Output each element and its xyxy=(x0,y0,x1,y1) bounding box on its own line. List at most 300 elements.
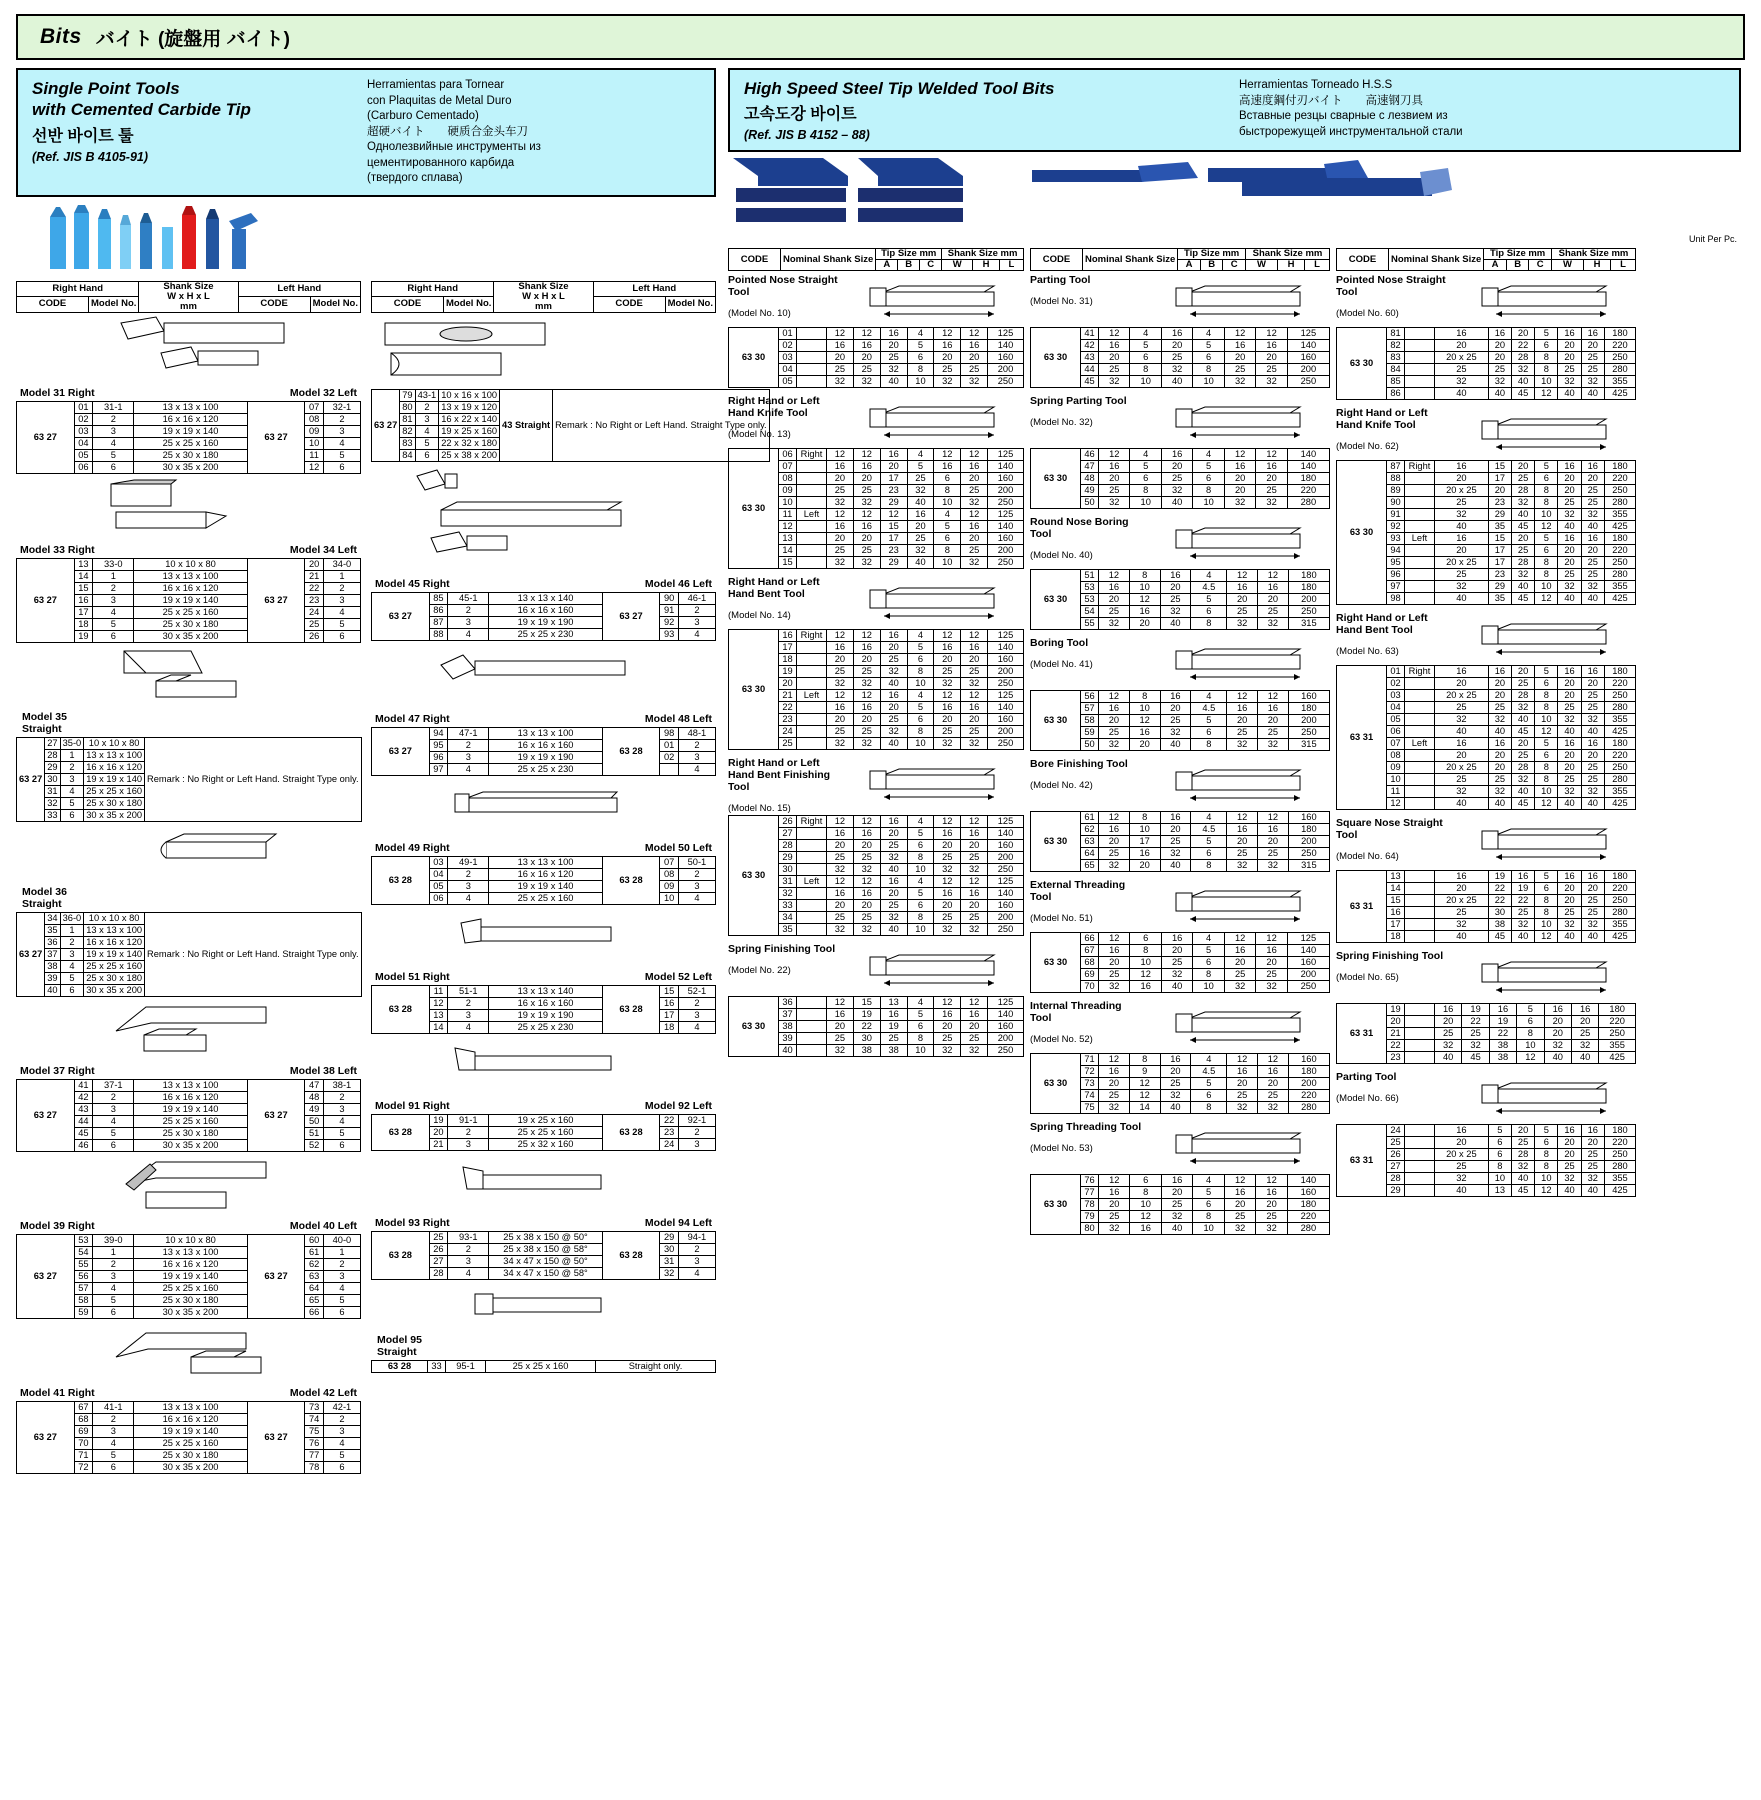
tip-b: 40 xyxy=(1511,376,1534,388)
col-shank-size: Shank Size W x H x L mm xyxy=(139,281,238,312)
hand-cell xyxy=(1405,690,1435,702)
code-suffix: 09 xyxy=(1387,762,1405,774)
tool-model-no: (Model No. 13) xyxy=(728,429,791,441)
right-heading-en: High Speed Steel Tip Welded Tool Bits xyxy=(744,79,1055,98)
col-code-r: CODE xyxy=(17,297,89,312)
tip-b: 25 xyxy=(1161,352,1192,364)
tip-c: 20 xyxy=(907,521,934,533)
shank-l: 250 xyxy=(988,557,1024,569)
shank-l: 140 xyxy=(988,521,1024,533)
shank-w: 32 xyxy=(1558,1173,1581,1185)
caption-93-94: Model 93 Right Model 94 Left xyxy=(375,1216,712,1229)
tip-c: 5 xyxy=(907,888,934,900)
table-model-51-52 xyxy=(371,985,716,1034)
hss-table xyxy=(728,815,1024,936)
hand-cell xyxy=(797,840,827,852)
tip-c: 4 xyxy=(1191,570,1227,582)
shank-w: 20 xyxy=(1227,715,1258,727)
code-suffix: 31 xyxy=(779,876,797,888)
tip-c: 8 xyxy=(907,1033,934,1045)
tool-figure xyxy=(844,274,1024,326)
tip-b: 20 xyxy=(1160,703,1191,715)
right-alt-2: Вставные резцы сварные с лезвием из xyxy=(1239,110,1448,123)
hss-block xyxy=(1030,755,1330,872)
hand-cell xyxy=(797,864,827,876)
col-l-2: L xyxy=(1305,260,1330,271)
tip-b: 25 xyxy=(1511,1137,1534,1149)
tool-name: Spring Finishing Tool xyxy=(1336,950,1444,963)
tip-b: 20 xyxy=(880,828,907,840)
block-model-91-92 xyxy=(371,1038,716,1151)
shank-w: 20 xyxy=(1544,1016,1571,1028)
nominal-cell: 12 xyxy=(1099,933,1130,945)
shank-h: 16 xyxy=(1256,1187,1287,1199)
left-heading-line1: Single Point Tools xyxy=(32,79,180,98)
tip-a: 29 xyxy=(1488,581,1511,593)
code-suffix: 30 xyxy=(779,864,797,876)
table-row xyxy=(1031,570,1330,582)
tip-b: 32 xyxy=(1511,1161,1534,1173)
nominal-cell: 16 xyxy=(1099,340,1130,352)
nominal-cell: 20 xyxy=(827,1021,854,1033)
nominal-cell: 20 xyxy=(827,900,854,912)
tip-c: 5 xyxy=(1517,1004,1544,1016)
shank-l: 180 xyxy=(1604,1125,1635,1137)
hss-c2-header xyxy=(1030,248,1330,271)
hand-cell xyxy=(1405,1185,1435,1197)
tip-c: 6 xyxy=(1193,1199,1224,1211)
nominal-cell: 20 xyxy=(1435,678,1489,690)
code-suffix: 33 xyxy=(779,900,797,912)
table-row xyxy=(1031,1054,1330,1066)
page-title-banner xyxy=(16,14,1745,60)
shank-h: 25 xyxy=(1258,848,1289,860)
code-suffix: 41 xyxy=(1081,328,1099,340)
tip-a: 20 xyxy=(853,533,880,545)
tip-c: 8 xyxy=(1517,1028,1544,1040)
col-h: H xyxy=(973,260,999,271)
table-model-31-32 xyxy=(16,401,361,474)
shank-w: 6 xyxy=(934,533,961,545)
nominal-cell: 20 xyxy=(1435,545,1489,557)
table-row: 83 5 22 x 32 x 180 xyxy=(372,437,770,449)
block-model-49-50 xyxy=(371,780,716,905)
tip-b: 16 xyxy=(880,1009,907,1021)
code-suffix: 13 xyxy=(1387,871,1405,883)
tip-a: 17 xyxy=(1488,473,1511,485)
tip-a: 30 xyxy=(853,1033,880,1045)
shank-l: 220 xyxy=(1604,750,1635,762)
tip-a: 13 xyxy=(1488,1185,1511,1197)
tool-figure xyxy=(1150,395,1330,447)
nominal-cell: 40 xyxy=(1435,388,1489,400)
code-suffix: 61 xyxy=(1081,812,1099,824)
shank-l: 140 xyxy=(988,888,1024,900)
shank-h: 20 xyxy=(1581,883,1604,895)
tip-a: 45 xyxy=(1488,931,1511,943)
shank-w: 20 xyxy=(934,352,961,364)
tool-model-no: (Model No. 64) xyxy=(1336,851,1399,863)
code-suffix: 08 xyxy=(1387,750,1405,762)
shank-l: 425 xyxy=(1604,593,1635,605)
tool-name: Square Nose Straight Tool xyxy=(1336,817,1443,842)
tip-a: 10 xyxy=(1488,1173,1511,1185)
shank-h: 40 xyxy=(1581,798,1604,810)
hss-block xyxy=(728,271,1024,388)
nominal-cell: 12 xyxy=(827,328,854,340)
shank-l: 200 xyxy=(988,364,1024,376)
code-suffix: 83 xyxy=(1387,352,1405,364)
tip-a: 16 xyxy=(853,521,880,533)
tip-a: 25 xyxy=(853,485,880,497)
tip-a: 8 xyxy=(1488,1161,1511,1173)
shank-l: 220 xyxy=(1288,1090,1329,1102)
nominal-cell: 32 xyxy=(827,678,854,690)
nominal-cell: 12 xyxy=(827,997,854,1009)
shank-h: 20 xyxy=(1571,1016,1598,1028)
shank-w: 40 xyxy=(1558,1185,1581,1197)
shank-l: 140 xyxy=(1287,461,1329,473)
shank-l: 220 xyxy=(1599,1016,1636,1028)
code-suffix: 87 xyxy=(1387,461,1405,473)
table-row: 57 4 25 x 25 x 160 64 4 xyxy=(17,1282,361,1294)
tip-a: 6 xyxy=(1130,933,1161,945)
right-alt-0: Herramientas Torneado H.S.S xyxy=(1239,79,1393,91)
nominal-cell: 20 xyxy=(1099,594,1130,606)
nominal-cell: 25 xyxy=(827,852,854,864)
tip-a: 40 xyxy=(1488,388,1511,400)
tip-c: 8 xyxy=(1191,739,1227,751)
code-suffix: 08 xyxy=(779,473,797,485)
tool-name: Boring Tool xyxy=(1030,637,1089,650)
shank-w: 32 xyxy=(1224,1223,1255,1235)
tip-b: 45 xyxy=(1511,593,1534,605)
tip-c: 8 xyxy=(1191,618,1227,630)
tip-c: 8 xyxy=(1193,969,1224,981)
shank-l: 160 xyxy=(1288,691,1329,703)
shank-h: 32 xyxy=(1258,860,1289,872)
shank-h: 32 xyxy=(961,678,988,690)
figure-model-36 xyxy=(16,826,361,884)
tip-c: 4 xyxy=(1193,449,1224,461)
nominal-cell: 32 xyxy=(827,864,854,876)
tip-c: 6 xyxy=(1191,848,1227,860)
hss-table xyxy=(1336,1124,1636,1197)
tip-c: 4 xyxy=(907,816,934,828)
tip-c: 8 xyxy=(1191,860,1227,872)
tip-b: 20 xyxy=(1511,328,1534,340)
nominal-cell: 32 xyxy=(1099,618,1130,630)
nominal-cell: 40 xyxy=(1435,1185,1489,1197)
shank-l: 280 xyxy=(1604,1161,1635,1173)
tip-c: 5 xyxy=(1193,461,1224,473)
tip-b: 32 xyxy=(1160,606,1191,618)
shank-w: 32 xyxy=(934,738,961,750)
shank-h: 16 xyxy=(1581,461,1604,473)
nominal-cell: 16 xyxy=(1435,738,1489,750)
table-row: 26 2 25 x 38 x 150 @ 58° 30 2 xyxy=(372,1243,716,1255)
tip-b: 40 xyxy=(1161,981,1192,993)
code-suffix: 06 xyxy=(1387,726,1405,738)
col-c-3: C xyxy=(1529,260,1552,271)
tip-c: 8 xyxy=(1535,497,1558,509)
col-left-hand: Left Hand xyxy=(238,281,360,296)
code-suffix: 82 xyxy=(1387,340,1405,352)
table-model-41-42 xyxy=(16,1401,361,1474)
shank-l: 280 xyxy=(1604,702,1635,714)
hand-cell xyxy=(1405,678,1435,690)
shank-w: 25 xyxy=(1558,569,1581,581)
shank-w: 16 xyxy=(1227,824,1258,836)
nominal-cell: 40 xyxy=(1435,798,1489,810)
shank-w: 32 xyxy=(934,1045,961,1057)
tip-a: 20 xyxy=(1129,618,1160,630)
nominal-cell: 16 xyxy=(1435,666,1489,678)
tip-c: 5 xyxy=(1193,1187,1224,1199)
col-c-2: C xyxy=(1223,260,1246,271)
tip-c: 6 xyxy=(1535,678,1558,690)
shank-w: 25 xyxy=(1224,969,1255,981)
hand-cell xyxy=(797,1021,827,1033)
shank-h: 32 xyxy=(961,376,988,388)
tip-a: 12 xyxy=(853,449,880,461)
shank-l: 180 xyxy=(1287,1199,1329,1211)
hss-table xyxy=(728,629,1024,750)
shank-h: 20 xyxy=(961,533,988,545)
hand-cell xyxy=(1405,328,1435,340)
table-row xyxy=(729,630,1024,642)
col-b: B xyxy=(898,260,920,271)
tip-c: 8 xyxy=(907,364,934,376)
shank-l: 425 xyxy=(1604,726,1635,738)
code-suffix: 94 xyxy=(1387,545,1405,557)
shank-l: 280 xyxy=(1604,907,1635,919)
code-suffix: 04 xyxy=(779,364,797,376)
tip-a: 12 xyxy=(853,509,880,521)
shank-w: 16 xyxy=(934,642,961,654)
tip-c: 10 xyxy=(1193,981,1224,993)
carbide-tool-photo xyxy=(16,197,716,275)
code-suffix: 95 xyxy=(1387,557,1405,569)
tip-c: 10 xyxy=(1535,714,1558,726)
code-suffix: 50 xyxy=(1081,739,1099,751)
tip-c: 6 xyxy=(907,714,934,726)
shank-w: 20 xyxy=(934,714,961,726)
hand-cell xyxy=(1405,919,1435,931)
tip-a: 12 xyxy=(1129,1090,1160,1102)
shank-w: 25 xyxy=(1224,364,1255,376)
col-model-l: Model No. xyxy=(310,297,360,312)
hand-cell xyxy=(797,888,827,900)
nominal-cell: 16 xyxy=(1435,1125,1489,1137)
shank-l: 180 xyxy=(1288,570,1329,582)
tip-b: 19 xyxy=(1511,883,1534,895)
figure-model-49 xyxy=(371,780,716,840)
col-w-2: W xyxy=(1246,260,1278,271)
hand-cell xyxy=(797,461,827,473)
tip-c: 4 xyxy=(1193,328,1224,340)
shank-w: 20 xyxy=(1558,352,1581,364)
code-suffix: 53 xyxy=(1081,594,1099,606)
code-suffix: 12 xyxy=(779,521,797,533)
code-suffix: 84 xyxy=(1387,364,1405,376)
shank-l: 425 xyxy=(1604,1185,1635,1197)
tool-name: Spring Finishing Tool xyxy=(728,943,836,956)
tip-a: 22 xyxy=(1462,1016,1489,1028)
tool-figure xyxy=(1456,1071,1636,1123)
tip-a: 10 xyxy=(1129,824,1160,836)
hss-table xyxy=(1030,690,1330,751)
nominal-cell: 25 xyxy=(827,912,854,924)
code-suffix: 81 xyxy=(1387,328,1405,340)
tip-c: 8 xyxy=(1535,774,1558,786)
tip-c: 10 xyxy=(1535,919,1558,931)
caption-47-48: Model 47 Right Model 48 Left xyxy=(375,712,712,725)
tip-c: 32 xyxy=(907,545,934,557)
shank-l: 220 xyxy=(1604,1137,1635,1149)
nominal-cell: 20 xyxy=(827,533,854,545)
table-row xyxy=(1337,328,1636,340)
table-row: 03 3 19 x 19 x 140 09 3 xyxy=(17,425,361,437)
shank-w: 32 xyxy=(1558,376,1581,388)
shank-h: 12 xyxy=(961,997,988,1009)
col-shank-3: Shank Size mm xyxy=(1552,249,1636,260)
nominal-cell: 12 xyxy=(827,876,854,888)
tip-b: 38 xyxy=(1489,1052,1516,1064)
code-suffix: 96 xyxy=(1387,569,1405,581)
shank-w: 20 xyxy=(1558,485,1581,497)
col-a: A xyxy=(876,260,898,271)
shank-l: 250 xyxy=(1604,1149,1635,1161)
tip-a: 6 xyxy=(1130,473,1161,485)
shank-h: 20 xyxy=(961,1021,988,1033)
figure-4 xyxy=(1150,758,1330,810)
tip-c: 10 xyxy=(1517,1040,1544,1052)
code-suffix: 27 xyxy=(779,828,797,840)
right-section-translations xyxy=(1239,78,1729,142)
shank-h: 12 xyxy=(961,690,988,702)
shank-h: 25 xyxy=(1581,1149,1604,1161)
code-suffix: 21 xyxy=(1387,1028,1405,1040)
shank-h: 25 xyxy=(1581,569,1604,581)
table-row: 63 27 79 43-1 10 x 16 x 100 43 Straight Remark : No Right or Left Hand. Straight Type only. xyxy=(372,389,770,401)
shank-h: 25 xyxy=(1256,485,1287,497)
code-suffix: 90 xyxy=(1387,497,1405,509)
table-row: 05 3 19 x 19 x 140 09 3 xyxy=(372,880,716,892)
table-row: 42 2 16 x 16 x 120 48 2 xyxy=(17,1091,361,1103)
shank-l: 355 xyxy=(1604,1173,1635,1185)
hand-cell: Right xyxy=(797,630,827,642)
nominal-cell: 16 xyxy=(1099,582,1130,594)
nominal-cell: 16 xyxy=(1099,703,1130,715)
tip-c: 5 xyxy=(1191,836,1227,848)
code-suffix: 18 xyxy=(1387,931,1405,943)
table-row: 86 2 16 x 16 x 160 91 2 xyxy=(372,604,716,616)
tip-b: 40 xyxy=(1160,618,1191,630)
shank-l: 280 xyxy=(1604,774,1635,786)
shank-w: 16 xyxy=(1544,1004,1571,1016)
figure-model-35 xyxy=(16,647,361,709)
tip-c: 25 xyxy=(907,533,934,545)
code-suffix: 04 xyxy=(1387,702,1405,714)
shank-h: 32 xyxy=(1256,1223,1287,1235)
hand-cell xyxy=(1405,798,1435,810)
col-model-lb: Model No. xyxy=(665,297,715,312)
table-row: 68 2 16 x 16 x 120 74 2 xyxy=(17,1413,361,1425)
hand-cell xyxy=(797,714,827,726)
hand-cell xyxy=(1405,485,1435,497)
tool-model-no: (Model No. 32) xyxy=(1030,417,1093,429)
shank-h: 16 xyxy=(1581,666,1604,678)
tool-figure xyxy=(1150,637,1330,689)
code-suffix: 35 xyxy=(779,924,797,936)
tip-b: 16 xyxy=(1160,691,1191,703)
tip-c: 5 xyxy=(1191,594,1227,606)
shank-w: 12 xyxy=(1227,691,1258,703)
shank-l: 140 xyxy=(1287,945,1329,957)
hss-block xyxy=(728,940,1024,1057)
tip-b: 32 xyxy=(1511,569,1534,581)
shank-l: 280 xyxy=(1288,1102,1329,1114)
shank-l: 180 xyxy=(1604,738,1635,750)
tip-c: 8 xyxy=(1191,1102,1227,1114)
hss-c1-header xyxy=(728,248,1024,271)
hand-cell: Right xyxy=(797,449,827,461)
nominal-cell: 32 xyxy=(1435,581,1489,593)
code-suffix: 22 xyxy=(1387,1040,1405,1052)
tip-c: 10 xyxy=(1193,497,1224,509)
nominal-cell: 25 xyxy=(1435,907,1489,919)
right-section-header xyxy=(728,68,1741,152)
hss-block xyxy=(1336,947,1636,1064)
shank-h: 32 xyxy=(961,864,988,876)
tip-c: 4.5 xyxy=(1191,1066,1227,1078)
nominal-cell: 16 xyxy=(827,888,854,900)
tip-b: 25 xyxy=(1511,678,1534,690)
tip-b: 17 xyxy=(880,473,907,485)
shank-h: 20 xyxy=(961,840,988,852)
shank-h: 20 xyxy=(1581,473,1604,485)
shank-l: 200 xyxy=(1288,836,1329,848)
shank-w: 20 xyxy=(1224,485,1255,497)
shank-w: 20 xyxy=(1558,895,1581,907)
tip-a: 10 xyxy=(1130,376,1161,388)
shank-h: 12 xyxy=(1256,933,1287,945)
nominal-cell: 32 xyxy=(1099,1102,1130,1114)
shank-h: 20 xyxy=(961,654,988,666)
shank-w: 12 xyxy=(1227,570,1258,582)
tip-c: 6 xyxy=(1535,545,1558,557)
tip-c: 8 xyxy=(1535,557,1558,569)
code-suffix: 39 xyxy=(779,1033,797,1045)
tip-b: 40 xyxy=(1160,739,1191,751)
tip-c: 10 xyxy=(907,738,934,750)
table-row: 33 6 30 x 35 x 200 xyxy=(17,809,362,821)
tip-a: 20 xyxy=(853,900,880,912)
tip-b: 20 xyxy=(1160,582,1191,594)
shank-h: 25 xyxy=(1581,895,1604,907)
tip-b: 25 xyxy=(1161,957,1192,969)
shank-h: 25 xyxy=(961,485,988,497)
hand-cell xyxy=(797,473,827,485)
table-row: 44 4 25 x 25 x 160 50 4 xyxy=(17,1115,361,1127)
tip-a: 4 xyxy=(1130,328,1161,340)
shank-h: 16 xyxy=(961,521,988,533)
tip-c: 32 xyxy=(907,485,934,497)
shank-h: 16 xyxy=(1581,533,1604,545)
right-heading-kr: 고속도강 바이트 xyxy=(744,106,857,124)
col-tip: Tip Size mm xyxy=(876,249,942,260)
